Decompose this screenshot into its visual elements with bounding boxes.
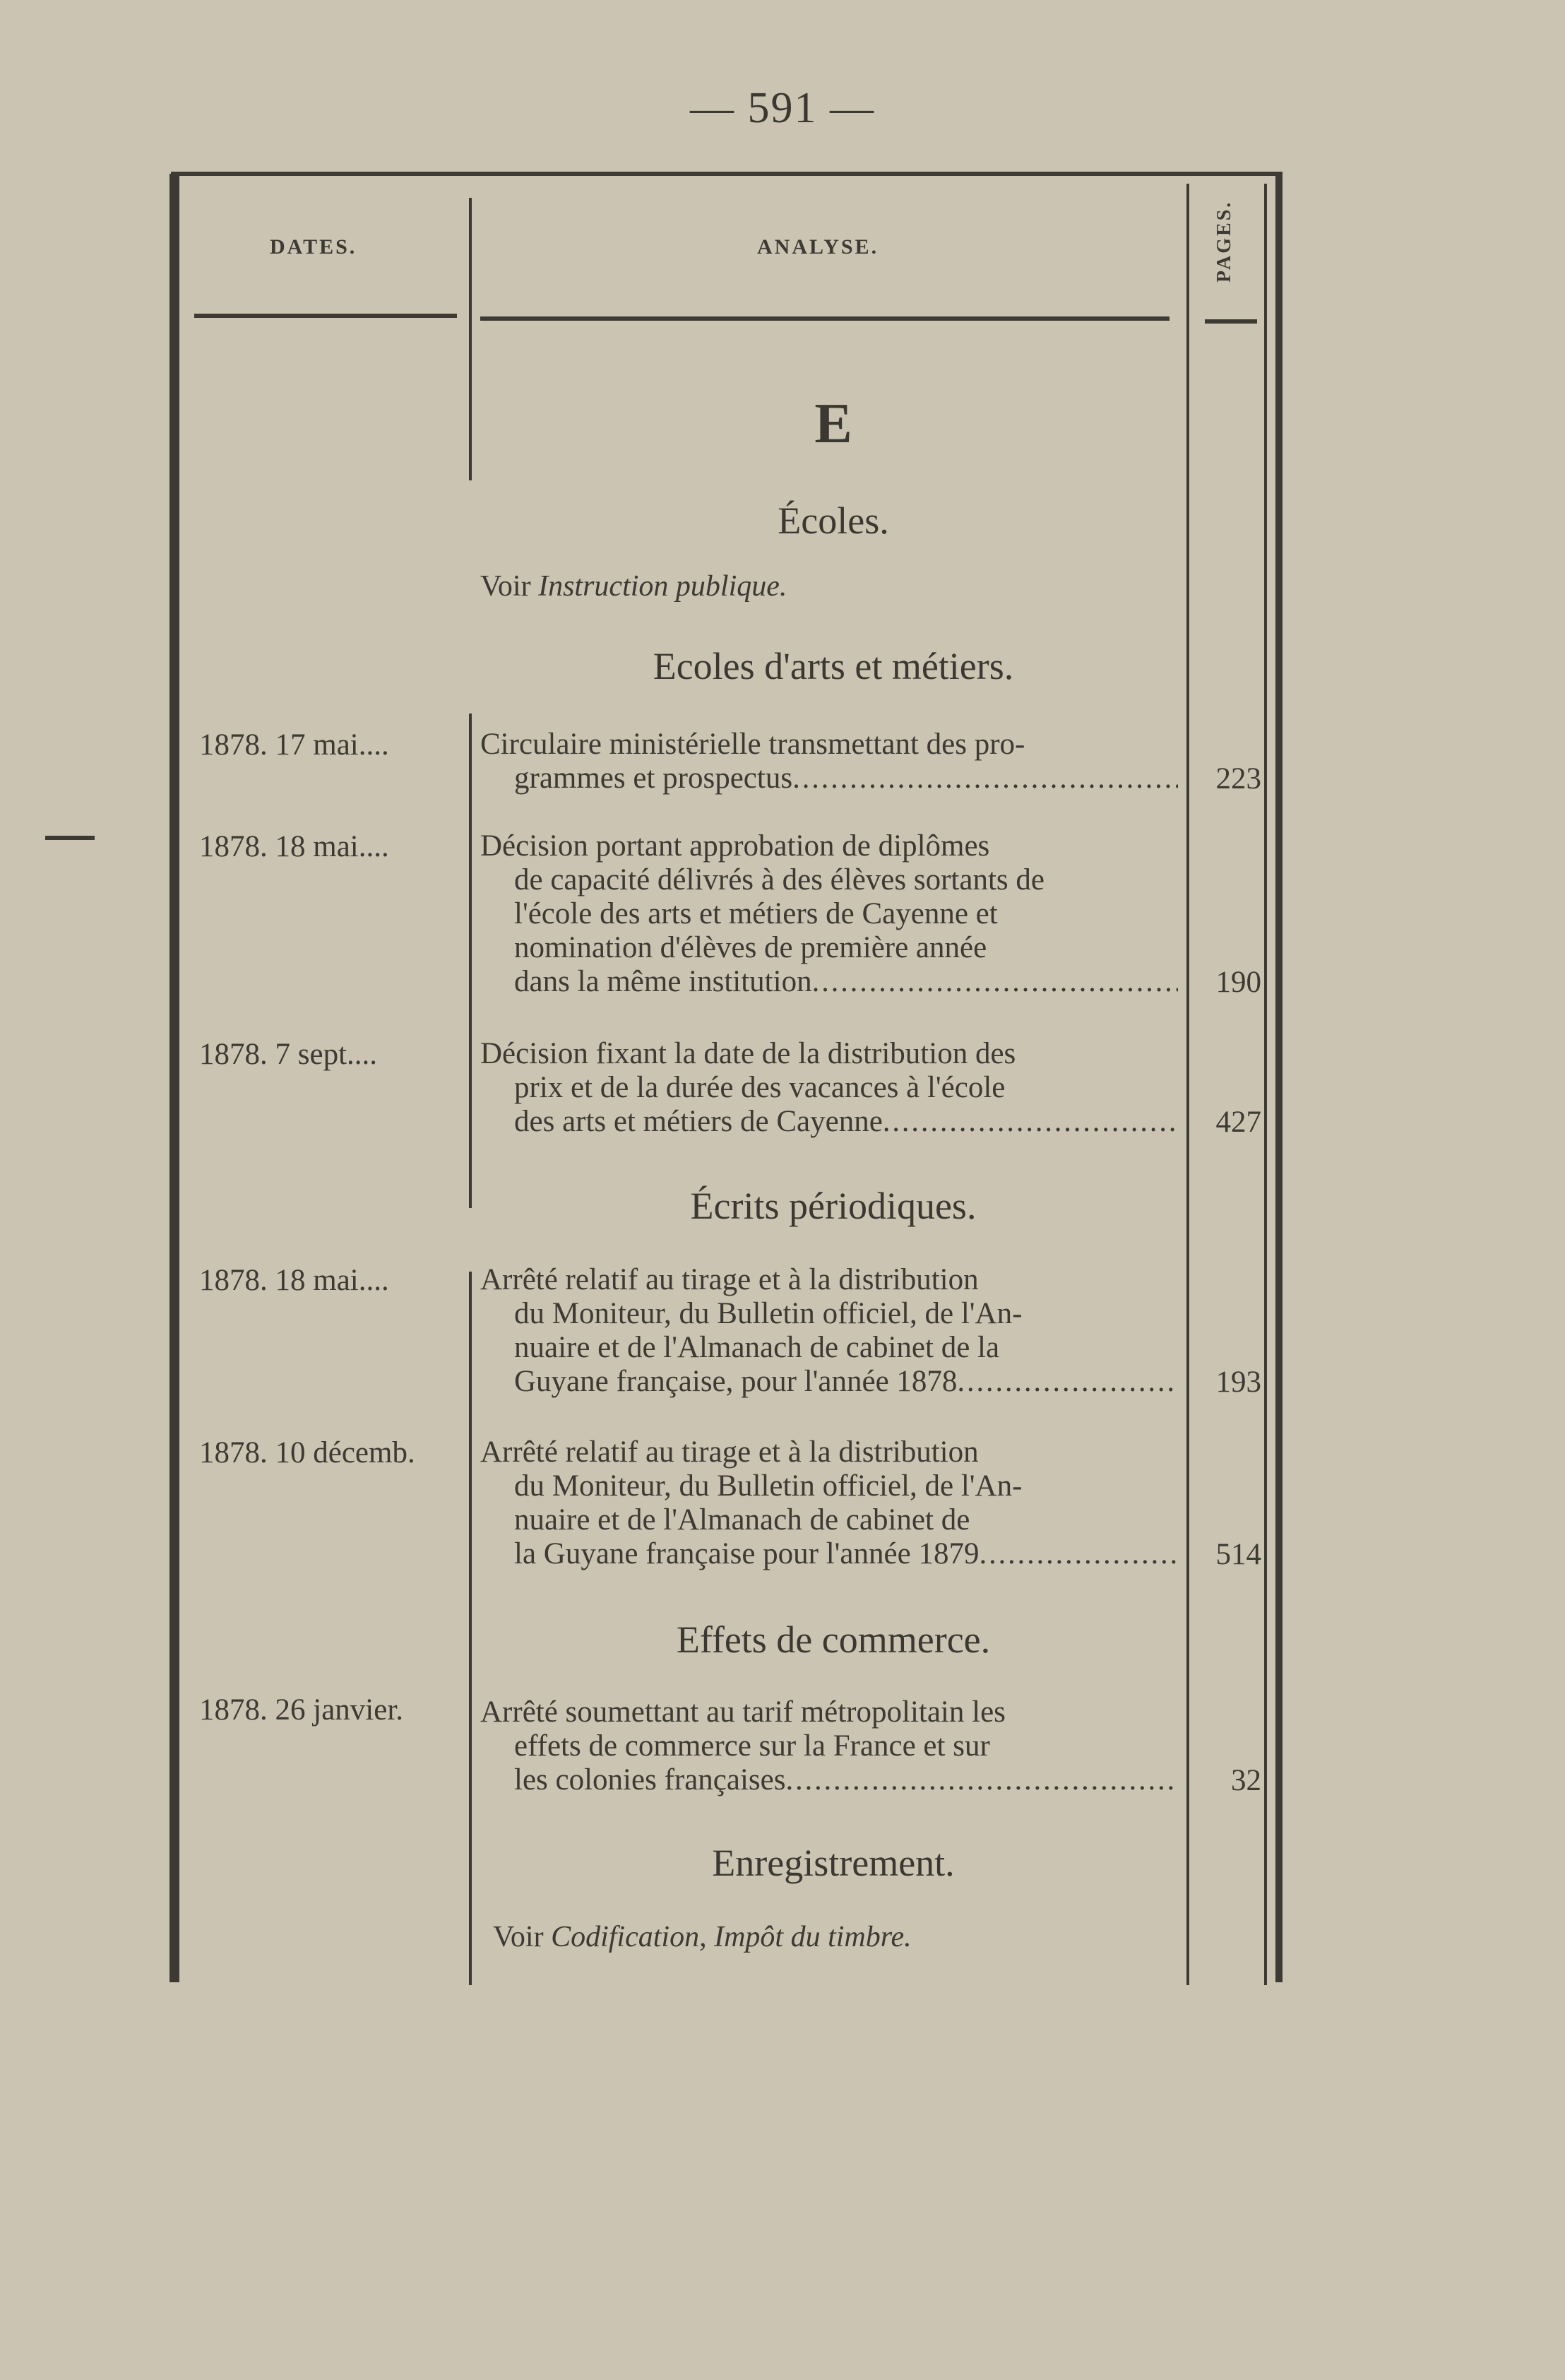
entry-line: prix et de la durée des vacances à l'école xyxy=(514,1071,1006,1104)
entry-page: 193 xyxy=(1215,1366,1261,1399)
header-rule-dates xyxy=(194,314,457,318)
entry-date: 1878. 18 mai.... xyxy=(199,830,389,863)
entry-line: grammes et prospectus . . . xyxy=(480,762,1178,795)
header-dates: DATES. xyxy=(270,235,357,259)
dates-column-divider xyxy=(469,714,472,1208)
entry-line: nuaire et de l'Almanach de cabinet de la xyxy=(514,1331,1000,1364)
heading-ecoles: Écoles. xyxy=(778,499,889,542)
entry-analysis xyxy=(480,829,1178,999)
header-pages: PAGES. xyxy=(1213,200,1235,283)
heading-ecrits: Écrits périodiques. xyxy=(690,1185,977,1227)
entry-line: du Moniteur, du Bulletin officiel, de l'An- xyxy=(514,1297,1023,1330)
entry-line: nomination d'élèves de première année xyxy=(514,931,987,964)
page-number: — 591 — xyxy=(690,84,875,132)
entry-line: Guyane française, pour l'année 1878 . . . xyxy=(480,1365,1178,1399)
entry-line: Arrêté soumettant au tarif métropolitain les xyxy=(480,1695,1006,1729)
section-letter: E xyxy=(814,393,852,455)
table-right-border xyxy=(1275,174,1283,1982)
entry-page: 32 xyxy=(1231,1764,1261,1797)
entry-line: effets de commerce sur la France et sur xyxy=(514,1729,990,1763)
entry-line: nuaire et de l'Almanach de cabinet de xyxy=(514,1503,970,1537)
entry-line: des arts et métiers de Cayenne . . . xyxy=(480,1105,1178,1139)
see-also-ecoles xyxy=(480,569,787,603)
entry-line: Arrêté relatif au tirage et à la distribution xyxy=(480,1263,979,1296)
heading-effets: Effets de commerce. xyxy=(676,1618,991,1661)
header-analyse: ANALYSE. xyxy=(757,235,879,259)
see-also-prefix: Voir xyxy=(480,570,531,603)
entry-analysis xyxy=(480,1263,1178,1399)
dates-column-divider xyxy=(469,1272,472,1985)
table-left-border xyxy=(169,174,179,1982)
margin-dash xyxy=(45,836,95,840)
entry-line: de capacité délivrés à des élèves sortants de xyxy=(514,863,1045,896)
entry-line: les colonies françaises . . . xyxy=(480,1763,1178,1797)
entry-date: 1878. 7 sept.... xyxy=(199,1038,378,1071)
entry-page: 427 xyxy=(1215,1106,1261,1139)
entry-page: 190 xyxy=(1215,966,1261,999)
entry-analysis xyxy=(480,1695,1178,1797)
entry-line: la Guyane française pour l'année 1879 . . . xyxy=(480,1537,1178,1571)
entry-page: 223 xyxy=(1215,762,1261,795)
entry-line: dans la même institution . . . xyxy=(480,965,1178,999)
entry-line: Décision portant approbation de diplômes xyxy=(480,829,990,863)
entry-line: Arrêté relatif au tirage et à la distribution xyxy=(480,1435,979,1469)
dates-column-divider xyxy=(469,198,472,480)
pages-column-divider-inner xyxy=(1264,184,1267,1985)
entry-analysis xyxy=(480,728,1178,795)
see-also-reference: Instruction publique. xyxy=(538,570,787,603)
entry-analysis xyxy=(480,1037,1178,1139)
entry-line: Circulaire ministérielle transmettant des pro- xyxy=(480,728,1025,761)
entry-date: 1878. 17 mai.... xyxy=(199,728,389,762)
heading-ecoles-arts: Ecoles d'arts et métiers. xyxy=(653,645,1014,687)
header-rule-pages xyxy=(1205,319,1257,324)
entry-date: 1878. 26 janvier. xyxy=(199,1693,404,1727)
entry-page: 514 xyxy=(1215,1538,1261,1571)
see-also-enregistrement xyxy=(493,1920,912,1954)
entry-line: du Moniteur, du Bulletin officiel, de l'An- xyxy=(514,1469,1023,1503)
pages-column-divider xyxy=(1186,184,1189,1985)
entry-analysis xyxy=(480,1435,1178,1571)
entry-date: 1878. 18 mai.... xyxy=(199,1264,389,1297)
entry-date: 1878. 10 décemb. xyxy=(199,1436,415,1469)
header-rule-analyse xyxy=(480,316,1170,321)
see-also-prefix: Voir xyxy=(493,1921,544,1953)
heading-enregistrement: Enregistrement. xyxy=(712,1842,955,1884)
entry-line: Décision fixant la date de la distribution des xyxy=(480,1037,1016,1070)
see-also-reference: Codification, Impôt du timbre. xyxy=(551,1921,912,1953)
entry-line: l'école des arts et métiers de Cayenne et xyxy=(514,897,998,930)
